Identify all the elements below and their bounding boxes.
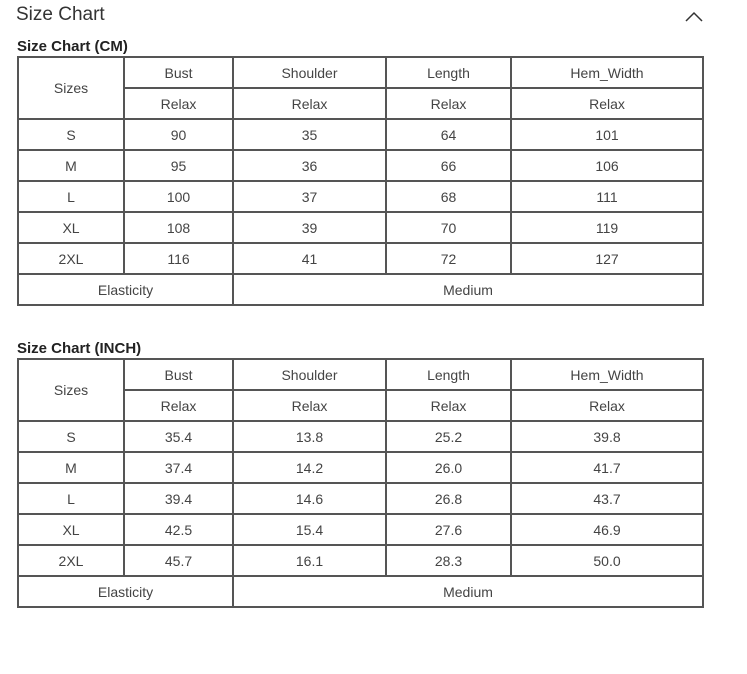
elasticity-label: Elasticity	[18, 274, 233, 305]
section-title: Size Chart	[16, 4, 105, 25]
value-cell: 66	[386, 150, 511, 181]
elasticity-value: Medium	[233, 274, 703, 305]
value-cell: 13.8	[233, 421, 386, 452]
table-row	[18, 514, 703, 545]
value-cell: 16.1	[233, 545, 386, 576]
size-cell: S	[18, 119, 124, 150]
value-cell: 15.4	[233, 514, 386, 545]
column-header: Hem_Width	[511, 359, 703, 390]
value-cell: 108	[124, 212, 233, 243]
column-subheader: Relax	[511, 390, 703, 421]
value-cell: 45.7	[124, 545, 233, 576]
value-cell: 68	[386, 181, 511, 212]
header-row	[18, 57, 703, 88]
table-row	[18, 545, 703, 576]
table-row	[18, 421, 703, 452]
size-cell: S	[18, 421, 124, 452]
size-cell: XL	[18, 212, 124, 243]
elasticity-label: Elasticity	[18, 576, 233, 607]
size-cell: M	[18, 452, 124, 483]
size-cell: L	[18, 181, 124, 212]
value-cell: 95	[124, 150, 233, 181]
value-cell: 39	[233, 212, 386, 243]
value-cell: 14.2	[233, 452, 386, 483]
value-cell: 26.8	[386, 483, 511, 514]
column-header: Length	[386, 359, 511, 390]
size-cell: L	[18, 483, 124, 514]
column-subheader: Relax	[386, 390, 511, 421]
value-cell: 111	[511, 181, 703, 212]
value-cell: 26.0	[386, 452, 511, 483]
size-cell: 2XL	[18, 243, 124, 274]
elasticity-value: Medium	[233, 576, 703, 607]
sizes-header: Sizes	[18, 359, 124, 421]
size-cell: M	[18, 150, 124, 181]
value-cell: 100	[124, 181, 233, 212]
table-caption-inch: Size Chart (INCH)	[17, 340, 142, 357]
column-subheader: Relax	[386, 88, 511, 119]
column-subheader: Relax	[233, 88, 386, 119]
value-cell: 41	[233, 243, 386, 274]
column-header: Length	[386, 57, 511, 88]
size-table-inch	[17, 358, 704, 608]
value-cell: 35.4	[124, 421, 233, 452]
size-cell: XL	[18, 514, 124, 545]
value-cell: 106	[511, 150, 703, 181]
column-header: Shoulder	[233, 57, 386, 88]
value-cell: 28.3	[386, 545, 511, 576]
column-subheader: Relax	[124, 88, 233, 119]
value-cell: 36	[233, 150, 386, 181]
column-subheader: Relax	[124, 390, 233, 421]
table-row	[18, 181, 703, 212]
sizes-header: Sizes	[18, 57, 124, 119]
table-row	[18, 483, 703, 514]
value-cell: 35	[233, 119, 386, 150]
value-cell: 127	[511, 243, 703, 274]
column-header: Bust	[124, 57, 233, 88]
header-row	[18, 359, 703, 390]
table-row	[18, 119, 703, 150]
value-cell: 41.7	[511, 452, 703, 483]
table-row	[18, 452, 703, 483]
table-row	[18, 212, 703, 243]
size-chart-header[interactable]	[16, 2, 706, 30]
value-cell: 119	[511, 212, 703, 243]
value-cell: 72	[386, 243, 511, 274]
value-cell: 42.5	[124, 514, 233, 545]
value-cell: 37	[233, 181, 386, 212]
value-cell: 43.7	[511, 483, 703, 514]
table-row	[18, 243, 703, 274]
value-cell: 90	[124, 119, 233, 150]
value-cell: 70	[386, 212, 511, 243]
table-caption-cm: Size Chart (CM)	[17, 38, 128, 55]
value-cell: 37.4	[124, 452, 233, 483]
value-cell: 116	[124, 243, 233, 274]
size-cell: 2XL	[18, 545, 124, 576]
column-header: Hem_Width	[511, 57, 703, 88]
value-cell: 14.6	[233, 483, 386, 514]
elasticity-row	[18, 274, 703, 305]
table-row	[18, 150, 703, 181]
value-cell: 101	[511, 119, 703, 150]
value-cell: 25.2	[386, 421, 511, 452]
value-cell: 39.8	[511, 421, 703, 452]
chevron-up-icon[interactable]	[684, 8, 704, 24]
column-header: Shoulder	[233, 359, 386, 390]
column-header: Bust	[124, 359, 233, 390]
column-subheader: Relax	[511, 88, 703, 119]
value-cell: 39.4	[124, 483, 233, 514]
value-cell: 50.0	[511, 545, 703, 576]
value-cell: 27.6	[386, 514, 511, 545]
size-table-cm	[17, 56, 704, 306]
column-subheader: Relax	[233, 390, 386, 421]
elasticity-row	[18, 576, 703, 607]
value-cell: 64	[386, 119, 511, 150]
value-cell: 46.9	[511, 514, 703, 545]
